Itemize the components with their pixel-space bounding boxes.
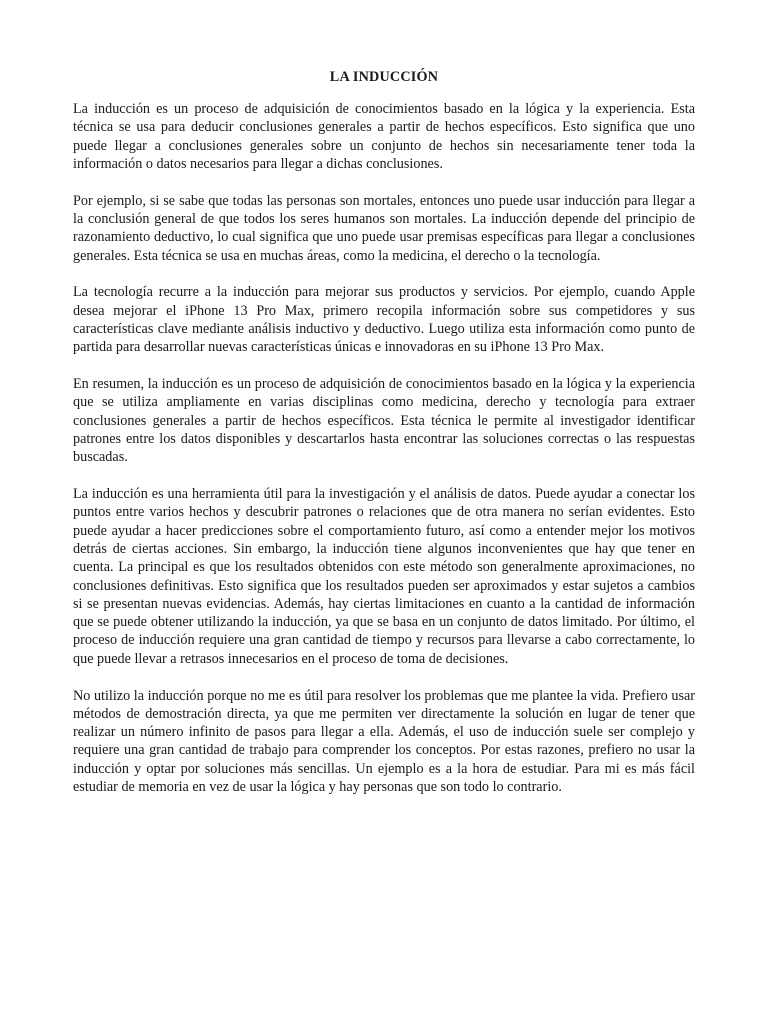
paragraph-4: En resumen, la inducción es un proceso de adquisición de conocimientos basado en la lógica y la experiencia que se utiliza ampliamente en varias disciplinas como medicina, derecho y tecnología para extraer conclusiones generales a partir de hechos específicos. Esta técnica le permite al investigador identificar patrones entre los datos disponibles y descartarlos hasta encontrar las soluciones correctas o las respuestas buscadas. — [73, 376, 695, 466]
paragraph-6: No utilizo la inducción porque no me es útil para resolver los problemas que me plantee la vida. Prefiero usar métodos de demostración directa, ya que me permiten ver directamente la solución en lugar de tener que realizar un número infinito de pasos para llegar a ella. Además, el uso de inducción suele ser complejo y requiere una gran cantidad de trabajo para comprender los conceptos. Por estas razones, prefiero no usar la inducción y optar por soluciones más sencillas. Un ejemplo es a la hora de estudiar. Para mi es más fácil estudiar de memoria en vez de usar la lógica y hay personas que son todo lo contrario. — [73, 687, 695, 795]
paragraph-2: Por ejemplo, si se sabe que todas las personas son mortales, entonces uno puede usar inducción para llegar a la conclusión general de que todos los seres humanos son mortales. La inducción depende del principio de razonamiento deductivo, lo cual significa que uno puede usar premisas específicas para llegar a conclusiones generales. Esta técnica se usa en muchas áreas, como la medicina, el derecho o la tecnología. — [73, 192, 695, 264]
document-title: LA INDUCCIÓN — [329, 69, 439, 85]
paragraph-3: La tecnología recurre a la inducción para mejorar sus productos y servicios. Por ejemplo, cuando Apple desea mejorar el iPhone 13 Pro Max, primero recopila información sobre sus competidores y sus características clave mediante análisis inductivo y deductivo. Luego utiliza esta información como punto de partida para desarrollar nuevas características únicas e innovadoras en su iPhone 13 Pro Max. — [73, 284, 695, 356]
paragraph-5: La inducción es una herramienta útil para la investigación y el análisis de datos. Puede ayudar a conectar los puntos entre varios hechos y descubrir patrones o relaciones que de otra manera no serían evidentes. Esto puede ayudar a hacer predicciones sobre el comportamiento futuro, así como a entender mejor los motivos detrás de ciertas acciones. Sin embargo, la inducción tiene algunos inconvenientes que hay que tener en cuenta. La principal es que los resultados obtenidos con este método son generalmente aproximaciones, no conclusiones definitivas. Esto significa que los resultados pueden ser aproximados y estar sujetos a cambios si se presentan nuevas evidencias. Además, hay ciertas limitaciones en cuanto a la cantidad de información que se puede obtener utilizando la inducción, ya que se basa en un conjunto de datos limitado. Por último, el proceso de inducción requiere una gran cantidad de tiempo y recursos para llevarse a cabo correctamente, lo que puede llevar a retrasos innecesarios en el proceso de toma de decisiones. — [73, 486, 695, 667]
paragraph-1: La inducción es un proceso de adquisición de conocimientos basado en la lógica y la experiencia. Esta técnica se usa para deducir conclusiones generales a partir de hechos específicos. Esto significa que uno puede llegar a conclusiones generales sobre un conjunto de hechos sin necesariamente tener toda la información o datos necesarios para llegar a dichas conclusiones. — [73, 101, 695, 172]
